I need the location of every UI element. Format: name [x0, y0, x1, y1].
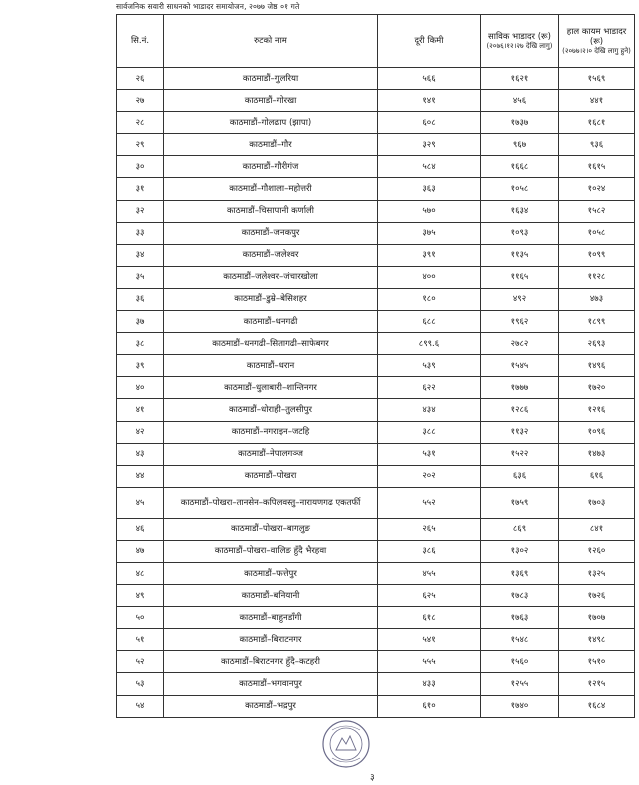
- cell-route: काठमाडौं–धोराही–तुलसीपुर: [164, 399, 378, 421]
- cell-old-fare: १७६३: [481, 607, 559, 629]
- cell-new-fare: १२१६: [559, 399, 635, 421]
- cell-sn: ३०: [117, 156, 164, 178]
- column-header-route: रुटको नाम: [164, 15, 378, 68]
- cell-new-fare: ४४१: [559, 90, 635, 112]
- cell-sn: ४५: [117, 487, 164, 518]
- cell-new-fare: १३२५: [559, 562, 635, 584]
- cell-route: काठमाडौं–भगवानपुर: [164, 673, 378, 695]
- cell-route: काठमाडौं–धुलाबारी–शान्तिनगर: [164, 377, 378, 399]
- cell-sn: ३५: [117, 266, 164, 288]
- cell-new-fare: १४७३: [559, 443, 635, 465]
- cell-route: काठमाडौं–गोलढाप (झापा): [164, 112, 378, 134]
- cell-old-fare: १६३४: [481, 200, 559, 222]
- cell-distance: ६२२: [378, 377, 481, 399]
- cell-sn: २६: [117, 68, 164, 90]
- cell-old-fare: १७४०: [481, 695, 559, 717]
- cell-sn: ३६: [117, 288, 164, 310]
- table-row: [117, 68, 635, 90]
- cell-route: काठमाडौं–गोरखा: [164, 90, 378, 112]
- cell-route: काठमाडौं–पोखरा–बागलुङ: [164, 518, 378, 540]
- cell-sn: ४८: [117, 562, 164, 584]
- cell-route: काठमाडौं–डुम्रे–बेसिशहर: [164, 288, 378, 310]
- cell-sn: ५०: [117, 607, 164, 629]
- cell-old-fare: ११३५: [481, 244, 559, 266]
- cell-distance: १४१: [378, 90, 481, 112]
- cell-old-fare: ४९२: [481, 288, 559, 310]
- cell-distance: ३८६: [378, 540, 481, 562]
- table-row: [117, 112, 635, 134]
- cell-route: काठमाडौं–पोखरा–तानसेन–कपिलवस्तु–नारायणगढ एकतर्फी: [164, 487, 378, 518]
- cell-distance: ४३४: [378, 399, 481, 421]
- cell-new-fare: ८४१: [559, 518, 635, 540]
- cell-new-fare: १०५८: [559, 222, 635, 244]
- column-header-sn: सि.नं.: [117, 15, 164, 68]
- cell-route: काठमाडौं–धनगढी–सितागढी–साफेबगर: [164, 333, 378, 355]
- cell-old-fare: १३६९: [481, 562, 559, 584]
- cell-distance: ३९१: [378, 244, 481, 266]
- cell-distance: ४५५: [378, 562, 481, 584]
- table-row: [117, 333, 635, 355]
- cell-new-fare: १०२४: [559, 178, 635, 200]
- cell-old-fare: १६६८: [481, 156, 559, 178]
- cell-sn: २७: [117, 90, 164, 112]
- cell-old-fare: ४५६: [481, 90, 559, 112]
- cell-distance: २६५: [378, 518, 481, 540]
- cell-distance: ४००: [378, 266, 481, 288]
- cell-route: काठमाडौं–जनकपुर: [164, 222, 378, 244]
- cell-new-fare: ६१६: [559, 465, 635, 487]
- cell-old-fare: २७८२: [481, 333, 559, 355]
- old-fare-label: साविक भाडादर (रू): [488, 32, 551, 42]
- cell-distance: ६२५: [378, 585, 481, 607]
- cell-sn: ४०: [117, 377, 164, 399]
- cell-distance: ५३१: [378, 443, 481, 465]
- table-row: [117, 244, 635, 266]
- cell-distance: ३८८: [378, 421, 481, 443]
- cell-route: काठमाडौं–नगराइन–जटहि: [164, 421, 378, 443]
- cell-route: काठमाडौं–गौशाला–महोत्तरी: [164, 178, 378, 200]
- cell-route: काठमाडौं–फत्तेपुर: [164, 562, 378, 584]
- cell-route: काठमाडौं–गौर: [164, 134, 378, 156]
- table-row: [117, 355, 635, 377]
- cell-old-fare: ८६९: [481, 518, 559, 540]
- cell-sn: ३१: [117, 178, 164, 200]
- cell-sn: ५३: [117, 673, 164, 695]
- table-row: [117, 134, 635, 156]
- cell-sn: २९: [117, 134, 164, 156]
- cell-distance: ५४१: [378, 629, 481, 651]
- cell-route: काठमाडौं–धनगढी: [164, 311, 378, 333]
- cell-route: काठमाडौं–पोखरा: [164, 465, 378, 487]
- cell-route: काठमाडौं–नेपालगञ्ज: [164, 443, 378, 465]
- cell-old-fare: १५२२: [481, 443, 559, 465]
- cell-new-fare: १८९९: [559, 311, 635, 333]
- cell-new-fare: १६१५: [559, 156, 635, 178]
- cell-distance: ८९९.६: [378, 333, 481, 355]
- cell-new-fare: १४९६: [559, 355, 635, 377]
- cell-old-fare: १६२१: [481, 68, 559, 90]
- table-row: [117, 629, 635, 651]
- cell-sn: ४१: [117, 399, 164, 421]
- cell-distance: ५८४: [378, 156, 481, 178]
- cell-old-fare: १०९३: [481, 222, 559, 244]
- cell-sn: ४९: [117, 585, 164, 607]
- table-row: [117, 443, 635, 465]
- table-row: [117, 311, 635, 333]
- table-row: [117, 200, 635, 222]
- table-row: [117, 90, 635, 112]
- cell-sn: ३४: [117, 244, 164, 266]
- cell-old-fare: १०५८: [481, 178, 559, 200]
- old-fare-sub: (२०७६।१२।२७ देखि लागु): [486, 42, 553, 50]
- table-body: [117, 68, 635, 718]
- cell-distance: ४३३: [378, 673, 481, 695]
- cell-old-fare: १३०२: [481, 540, 559, 562]
- cell-old-fare: १७५९: [481, 487, 559, 518]
- table-row: [117, 607, 635, 629]
- cell-distance: १८०: [378, 288, 481, 310]
- column-header-distance: दूरी किमी: [378, 15, 481, 68]
- column-header-old-fare: [481, 15, 559, 68]
- cell-distance: ५६६: [378, 68, 481, 90]
- cell-old-fare: ११३२: [481, 421, 559, 443]
- cell-route: काठमाडौं–भद्रपुर: [164, 695, 378, 717]
- cell-route: काठमाडौं–बनियानी: [164, 585, 378, 607]
- table-header-row: [117, 15, 635, 68]
- cell-sn: ५२: [117, 651, 164, 673]
- fare-table: [116, 14, 635, 718]
- table-row: [117, 266, 635, 288]
- cell-distance: ५५५: [378, 651, 481, 673]
- column-header-new-fare: [559, 15, 635, 68]
- cell-sn: ४६: [117, 518, 164, 540]
- cell-distance: ६१०: [378, 695, 481, 717]
- cell-distance: ६१८: [378, 607, 481, 629]
- cell-new-fare: १७०३: [559, 487, 635, 518]
- cell-sn: ५१: [117, 629, 164, 651]
- cell-sn: ३३: [117, 222, 164, 244]
- new-fare-sub: (२०७७।२।० देखि लागु हुने): [562, 47, 631, 55]
- table-row: [117, 540, 635, 562]
- cell-new-fare: ९३६: [559, 134, 635, 156]
- cell-distance: ३६३: [378, 178, 481, 200]
- cell-distance: ३७५: [378, 222, 481, 244]
- cell-old-fare: १७३७: [481, 112, 559, 134]
- cell-sn: ३९: [117, 355, 164, 377]
- cell-sn: ४७: [117, 540, 164, 562]
- cell-distance: ५३९: [378, 355, 481, 377]
- table-row: [117, 421, 635, 443]
- cell-route: काठमाडौं–धरान: [164, 355, 378, 377]
- cell-route: काठमाडौं–जलेश्वर–जंचारखोला: [164, 266, 378, 288]
- cell-new-fare: २६९३: [559, 333, 635, 355]
- cell-new-fare: १०९९: [559, 244, 635, 266]
- table-row: [117, 518, 635, 540]
- cell-new-fare: १२६०: [559, 540, 635, 562]
- cell-new-fare: १५६९: [559, 68, 635, 90]
- cell-new-fare: ४७३: [559, 288, 635, 310]
- table-row: [117, 288, 635, 310]
- cell-sn: ४३: [117, 443, 164, 465]
- cell-old-fare: ९६७: [481, 134, 559, 156]
- table-row: [117, 585, 635, 607]
- cell-new-fare: १७०७: [559, 607, 635, 629]
- cell-old-fare: १२५५: [481, 673, 559, 695]
- cell-route: काठमाडौं–बिराटनगर: [164, 629, 378, 651]
- cell-old-fare: १५६०: [481, 651, 559, 673]
- document-header: सार्वजनिक सवारी साधनको भाडादर समायोजन, २०७७ जेष्ठ ०१ गते: [116, 2, 300, 11]
- cell-route: काठमाडौं–चिसापानी कर्णाली: [164, 200, 378, 222]
- cell-new-fare: १७२०: [559, 377, 635, 399]
- cell-distance: ५७०: [378, 200, 481, 222]
- cell-new-fare: १६८१: [559, 112, 635, 134]
- table-row: [117, 487, 635, 518]
- cell-old-fare: १९६२: [481, 311, 559, 333]
- cell-route: काठमाडौं–बाहुनडाँगी: [164, 607, 378, 629]
- new-fare-label: हाल कायम भाडादर (रू): [566, 27, 627, 47]
- cell-route: काठमाडौं–गौरीगंज: [164, 156, 378, 178]
- cell-distance: २०२: [378, 465, 481, 487]
- cell-old-fare: १७७७: [481, 377, 559, 399]
- cell-sn: ४४: [117, 465, 164, 487]
- cell-new-fare: १५१०: [559, 651, 635, 673]
- cell-route: काठमाडौं–पोखरा–वालिङ हुँदै भैरहवा: [164, 540, 378, 562]
- table-row: [117, 695, 635, 717]
- cell-route: काठमाडौं–गुलरिया: [164, 68, 378, 90]
- cell-new-fare: ११२८: [559, 266, 635, 288]
- cell-new-fare: १२१५: [559, 673, 635, 695]
- cell-old-fare: १७८३: [481, 585, 559, 607]
- cell-sn: २८: [117, 112, 164, 134]
- cell-distance: ३२९: [378, 134, 481, 156]
- cell-new-fare: १७२६: [559, 585, 635, 607]
- cell-old-fare: १५४८: [481, 629, 559, 651]
- cell-old-fare: ६३६: [481, 465, 559, 487]
- cell-new-fare: १०९६: [559, 421, 635, 443]
- cell-sn: ५४: [117, 695, 164, 717]
- cell-new-fare: १६८४: [559, 695, 635, 717]
- cell-distance: ६८८: [378, 311, 481, 333]
- table-row: [117, 156, 635, 178]
- cell-old-fare: १५४५: [481, 355, 559, 377]
- cell-old-fare: १२८६: [481, 399, 559, 421]
- table-row: [117, 399, 635, 421]
- table-row: [117, 377, 635, 399]
- table-row: [117, 562, 635, 584]
- table-row: [117, 178, 635, 200]
- cell-route: काठमाडौं–जलेश्वर: [164, 244, 378, 266]
- cell-old-fare: ११६५: [481, 266, 559, 288]
- cell-distance: ५५२: [378, 487, 481, 518]
- government-seal-icon: [320, 718, 372, 770]
- table-row: [117, 673, 635, 695]
- cell-route: काठमाडौं–बिराटनगर हुँदै–कटहरी: [164, 651, 378, 673]
- cell-distance: ६०८: [378, 112, 481, 134]
- table-row: [117, 651, 635, 673]
- cell-new-fare: १४९८: [559, 629, 635, 651]
- cell-sn: ४२: [117, 421, 164, 443]
- cell-sn: ३८: [117, 333, 164, 355]
- table-row: [117, 465, 635, 487]
- page-number: ३: [370, 773, 375, 783]
- cell-sn: ३२: [117, 200, 164, 222]
- table-row: [117, 222, 635, 244]
- cell-new-fare: १५८२: [559, 200, 635, 222]
- cell-sn: ३७: [117, 311, 164, 333]
